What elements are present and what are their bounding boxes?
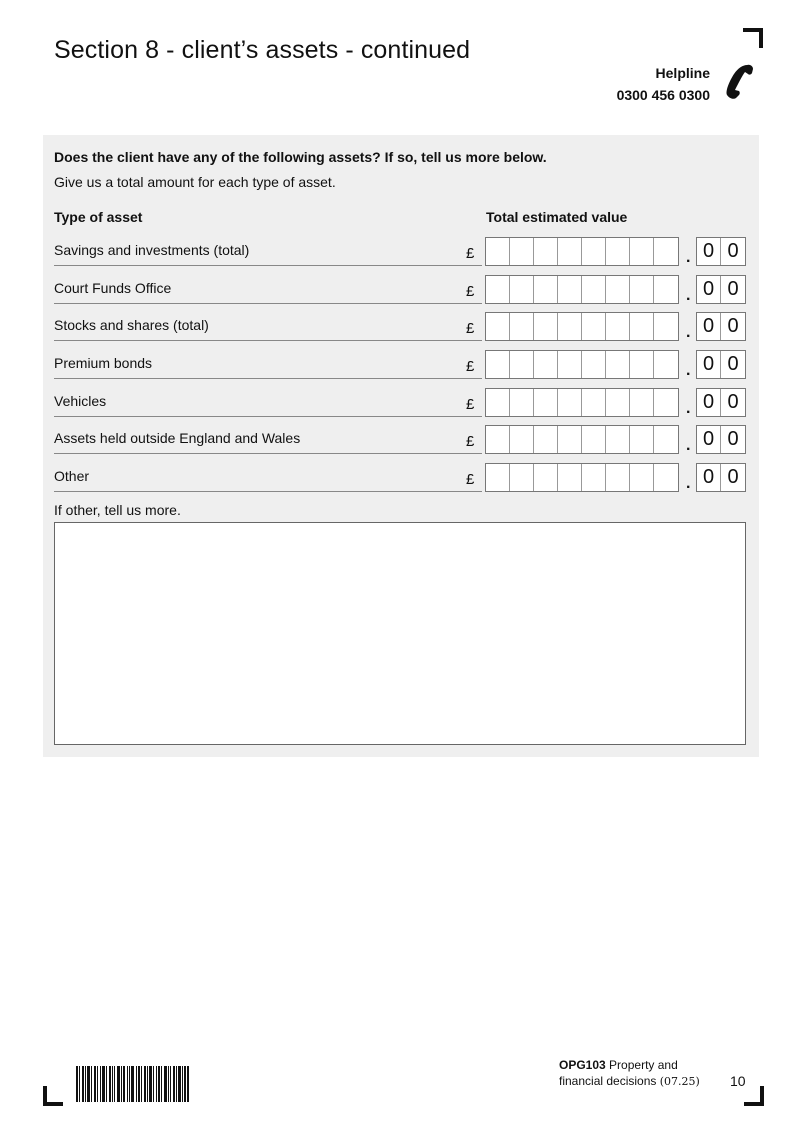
digit-box[interactable] bbox=[630, 313, 654, 340]
row-underline bbox=[54, 453, 482, 454]
pence-digit[interactable]: 0 bbox=[697, 238, 721, 265]
digit-box[interactable] bbox=[486, 313, 510, 340]
digit-box[interactable] bbox=[558, 426, 582, 453]
pence-digit[interactable]: 0 bbox=[697, 389, 721, 416]
asset-row bbox=[54, 275, 746, 311]
digit-box[interactable] bbox=[582, 351, 606, 378]
digit-box[interactable] bbox=[534, 426, 558, 453]
digit-box[interactable] bbox=[630, 389, 654, 416]
pence-digit[interactable]: 0 bbox=[727, 278, 739, 300]
digit-box[interactable] bbox=[558, 238, 582, 265]
helpline-number[interactable]: 0300 456 0300 bbox=[616, 87, 710, 103]
digit-box[interactable] bbox=[534, 276, 558, 303]
pence-input[interactable] bbox=[696, 425, 746, 454]
digit-box[interactable] bbox=[534, 238, 558, 265]
decimal-point: . bbox=[686, 249, 691, 266]
pence-digit[interactable]: 0 bbox=[697, 276, 721, 303]
asset-row bbox=[54, 350, 746, 386]
currency-symbol: £ bbox=[466, 471, 475, 488]
column-header-value: Total estimated value bbox=[486, 209, 628, 225]
digit-box[interactable] bbox=[630, 426, 654, 453]
pence-digit[interactable]: 0 bbox=[727, 428, 739, 450]
currency-symbol: £ bbox=[466, 396, 475, 413]
currency-symbol: £ bbox=[466, 320, 475, 337]
pence-digit[interactable]: 0 bbox=[727, 315, 739, 337]
digit-box[interactable] bbox=[654, 238, 678, 265]
digit-box[interactable] bbox=[582, 464, 606, 491]
column-header-type: Type of asset bbox=[54, 209, 143, 225]
barcode bbox=[76, 1066, 189, 1102]
digit-box[interactable] bbox=[630, 351, 654, 378]
row-underline bbox=[54, 378, 482, 379]
form-title-line2: financial decisions bbox=[559, 1074, 657, 1088]
digit-box[interactable] bbox=[606, 238, 630, 265]
digit-box[interactable] bbox=[606, 464, 630, 491]
digit-box[interactable] bbox=[654, 389, 678, 416]
assets-question: Does the client have any of the following assets? If so, tell us more below. bbox=[54, 149, 547, 165]
digit-box[interactable] bbox=[534, 313, 558, 340]
digit-box[interactable] bbox=[606, 313, 630, 340]
digit-box[interactable] bbox=[486, 238, 510, 265]
pence-input[interactable] bbox=[696, 275, 746, 304]
pounds-input[interactable] bbox=[485, 350, 679, 379]
pence-digit[interactable]: 0 bbox=[697, 351, 721, 378]
digit-box[interactable] bbox=[558, 389, 582, 416]
helpline-label: Helpline bbox=[655, 65, 710, 81]
pence-input[interactable] bbox=[696, 388, 746, 417]
asset-type-label: Other bbox=[54, 468, 90, 484]
form-code: OPG103 bbox=[559, 1058, 606, 1072]
row-underline bbox=[54, 340, 482, 341]
assets-instruction: Give us a total amount for each type of asset. bbox=[54, 174, 336, 190]
pounds-input[interactable] bbox=[485, 388, 679, 417]
row-underline bbox=[54, 265, 482, 266]
pence-digit[interactable]: 0 bbox=[727, 240, 739, 262]
asset-type-label: Savings and investments (total) bbox=[54, 242, 250, 258]
digit-box[interactable] bbox=[486, 351, 510, 378]
digit-box[interactable] bbox=[654, 464, 678, 491]
pence-input[interactable] bbox=[696, 237, 746, 266]
digit-box[interactable] bbox=[630, 238, 654, 265]
currency-symbol: £ bbox=[466, 283, 475, 300]
pence-input[interactable] bbox=[696, 350, 746, 379]
digit-box[interactable] bbox=[510, 238, 534, 265]
other-details-textarea[interactable] bbox=[54, 522, 746, 745]
page-number: 10 bbox=[730, 1073, 746, 1089]
decimal-point: . bbox=[686, 400, 691, 417]
digit-box[interactable] bbox=[486, 389, 510, 416]
row-underline bbox=[54, 491, 482, 492]
asset-type-label: Vehicles bbox=[54, 393, 107, 409]
pence-input[interactable] bbox=[696, 312, 746, 341]
digit-box[interactable] bbox=[654, 276, 678, 303]
digit-box[interactable] bbox=[582, 313, 606, 340]
pence-digit[interactable]: 0 bbox=[727, 391, 739, 413]
pounds-input[interactable] bbox=[485, 312, 679, 341]
crop-mark-top-right bbox=[743, 28, 763, 48]
pounds-input[interactable] bbox=[485, 237, 679, 266]
digit-box[interactable] bbox=[510, 276, 534, 303]
decimal-point: . bbox=[686, 475, 691, 492]
currency-symbol: £ bbox=[466, 245, 475, 262]
digit-box[interactable] bbox=[486, 276, 510, 303]
row-underline bbox=[54, 303, 482, 304]
digit-box[interactable] bbox=[534, 351, 558, 378]
digit-box[interactable] bbox=[606, 351, 630, 378]
digit-box[interactable] bbox=[654, 426, 678, 453]
asset-type-label: Stocks and shares (total) bbox=[54, 317, 209, 333]
pence-digit[interactable]: 0 bbox=[727, 353, 739, 375]
asset-type-label: Court Funds Office bbox=[54, 280, 172, 296]
digit-box[interactable] bbox=[510, 426, 534, 453]
digit-box[interactable] bbox=[582, 238, 606, 265]
asset-row bbox=[54, 237, 746, 273]
digit-box[interactable] bbox=[510, 351, 534, 378]
page-title: Section 8 - client’s assets - continued bbox=[54, 36, 471, 64]
asset-type-label: Assets held outside England and Wales bbox=[54, 430, 301, 446]
digit-box[interactable] bbox=[582, 389, 606, 416]
asset-type-label: Premium bonds bbox=[54, 355, 153, 371]
digit-box[interactable] bbox=[534, 464, 558, 491]
decimal-point: . bbox=[686, 437, 691, 454]
digit-box[interactable] bbox=[630, 276, 654, 303]
digit-box[interactable] bbox=[654, 351, 678, 378]
digit-box[interactable] bbox=[630, 464, 654, 491]
decimal-point: . bbox=[686, 324, 691, 341]
currency-symbol: £ bbox=[466, 433, 475, 450]
asset-row bbox=[54, 388, 746, 424]
decimal-point: . bbox=[686, 362, 691, 379]
pence-input[interactable] bbox=[696, 463, 746, 492]
digit-box[interactable] bbox=[558, 276, 582, 303]
form-reference bbox=[559, 1057, 700, 1090]
pence-digit[interactable]: 0 bbox=[697, 426, 721, 453]
asset-row bbox=[54, 463, 746, 499]
pence-digit[interactable]: 0 bbox=[697, 313, 721, 340]
digit-box[interactable] bbox=[510, 389, 534, 416]
digit-box[interactable] bbox=[582, 426, 606, 453]
pounds-input[interactable] bbox=[485, 275, 679, 304]
digit-box[interactable] bbox=[486, 464, 510, 491]
asset-row bbox=[54, 425, 746, 461]
currency-symbol: £ bbox=[466, 358, 475, 375]
helpline-block bbox=[617, 62, 710, 106]
form-edition: (07.25) bbox=[659, 1075, 700, 1088]
digit-box[interactable] bbox=[654, 313, 678, 340]
digit-box[interactable] bbox=[510, 464, 534, 491]
phone-icon bbox=[720, 62, 756, 100]
pence-digit[interactable]: 0 bbox=[697, 464, 721, 491]
digit-box[interactable] bbox=[606, 389, 630, 416]
asset-row bbox=[54, 312, 746, 348]
pence-digit[interactable]: 0 bbox=[727, 466, 739, 488]
digit-box[interactable] bbox=[606, 276, 630, 303]
digit-box[interactable] bbox=[606, 426, 630, 453]
crop-mark-bottom-left bbox=[43, 1086, 63, 1106]
form-title-line1: Property and bbox=[609, 1058, 678, 1072]
decimal-point: . bbox=[686, 287, 691, 304]
digit-box[interactable] bbox=[558, 351, 582, 378]
crop-mark-bottom-right bbox=[744, 1086, 764, 1106]
digit-box[interactable] bbox=[558, 464, 582, 491]
pounds-input[interactable] bbox=[485, 463, 679, 492]
digit-box[interactable] bbox=[582, 276, 606, 303]
digit-box[interactable] bbox=[510, 313, 534, 340]
other-details-label: If other, tell us more. bbox=[54, 502, 181, 518]
pounds-input[interactable] bbox=[485, 425, 679, 454]
row-underline bbox=[54, 416, 482, 417]
digit-box[interactable] bbox=[558, 313, 582, 340]
digit-box[interactable] bbox=[534, 389, 558, 416]
digit-box[interactable] bbox=[486, 426, 510, 453]
